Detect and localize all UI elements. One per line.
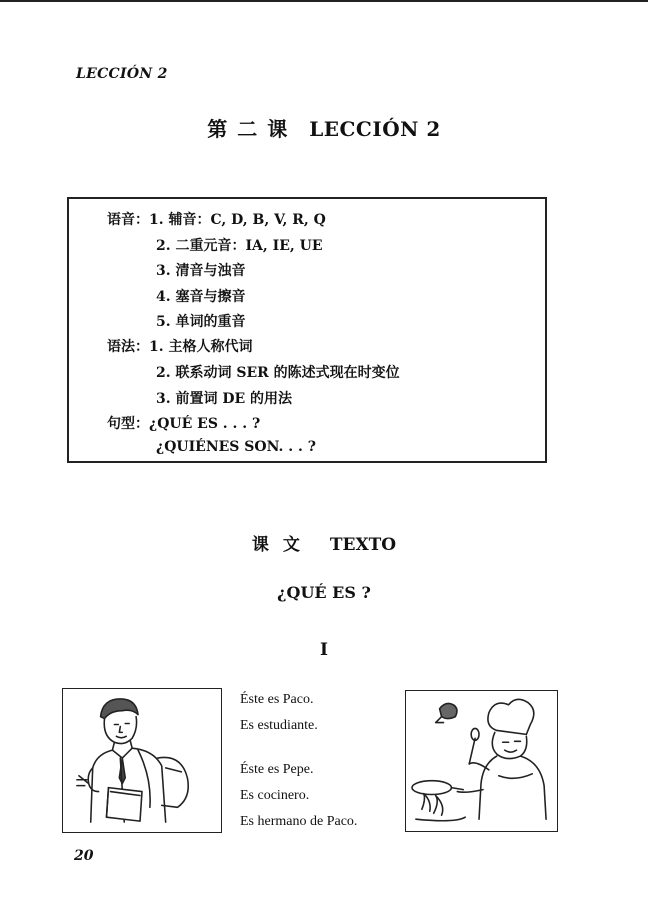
- overview-row: [156, 235, 323, 255]
- overview-row: [156, 362, 400, 382]
- overview-number: 2.: [156, 238, 171, 254]
- overview-text: 前置词 DE 的用法: [175, 391, 293, 407]
- overview-number: 5.: [156, 314, 171, 330]
- text-subtitle: ¿QUÉ ES ?: [277, 583, 371, 602]
- overview-text: ¿QUÉ ES . . . ?: [149, 416, 261, 432]
- overview-number: 1.: [149, 339, 164, 355]
- section-heading-spanish: TEXTO: [329, 535, 397, 555]
- lesson-overview-box: [67, 197, 547, 463]
- overview-number: 3.: [156, 391, 171, 407]
- overview-label: 语音：: [107, 212, 149, 228]
- overview-number: 1.: [149, 212, 164, 228]
- overview-number: 3.: [156, 263, 171, 279]
- overview-label: 句型：: [107, 416, 149, 432]
- cook-drawing: [406, 691, 557, 831]
- overview-row: [156, 286, 246, 306]
- part-number: I: [320, 640, 328, 660]
- section-heading: [0, 530, 648, 555]
- dialogue-line: Es estudiante.: [240, 718, 318, 733]
- lesson-title: [0, 113, 648, 142]
- lesson-title-chinese: 第二课: [207, 117, 298, 141]
- overview-text: 主格人称代词: [168, 339, 253, 355]
- overview-row: [156, 311, 246, 331]
- cook-illustration: [405, 690, 558, 832]
- overview-text: 辅音：C, D, B, V, R, Q: [168, 212, 326, 228]
- overview-text: 单词的重音: [175, 314, 246, 330]
- student-illustration: [62, 688, 222, 833]
- overview-text: 塞音与擦音: [175, 289, 246, 305]
- overview-text: ¿QUIÉNES SON. . . ?: [156, 439, 316, 455]
- top-rule: [0, 0, 648, 2]
- page-number: 20: [74, 848, 94, 864]
- overview-number: 4.: [156, 289, 171, 305]
- overview-row: [107, 336, 253, 356]
- overview-row: [107, 209, 326, 229]
- section-heading-chinese: 课文: [251, 535, 314, 555]
- overview-row: [156, 439, 316, 455]
- overview-text: 二重元音：IA, IE, UE: [175, 238, 323, 254]
- student-drawing: [63, 689, 221, 832]
- dialogue-line: Es hermano de Paco.: [240, 814, 358, 829]
- overview-row: [156, 260, 246, 280]
- dialogue-line: Éste es Paco.: [240, 692, 314, 707]
- dialogue-line: Es cocinero.: [240, 788, 310, 803]
- dialogue-line: Éste es Pepe.: [240, 762, 314, 777]
- running-head: LECCIÓN 2: [76, 66, 168, 82]
- overview-text: 清音与浊音: [175, 263, 246, 279]
- overview-number: 2.: [156, 365, 171, 381]
- overview-row: [156, 388, 292, 408]
- lesson-title-spanish: LECCIÓN 2: [309, 117, 441, 141]
- overview-row: [107, 413, 260, 433]
- overview-text: 联系动词 SER 的陈述式现在时变位: [175, 365, 400, 381]
- overview-label: 语法：: [107, 339, 149, 355]
